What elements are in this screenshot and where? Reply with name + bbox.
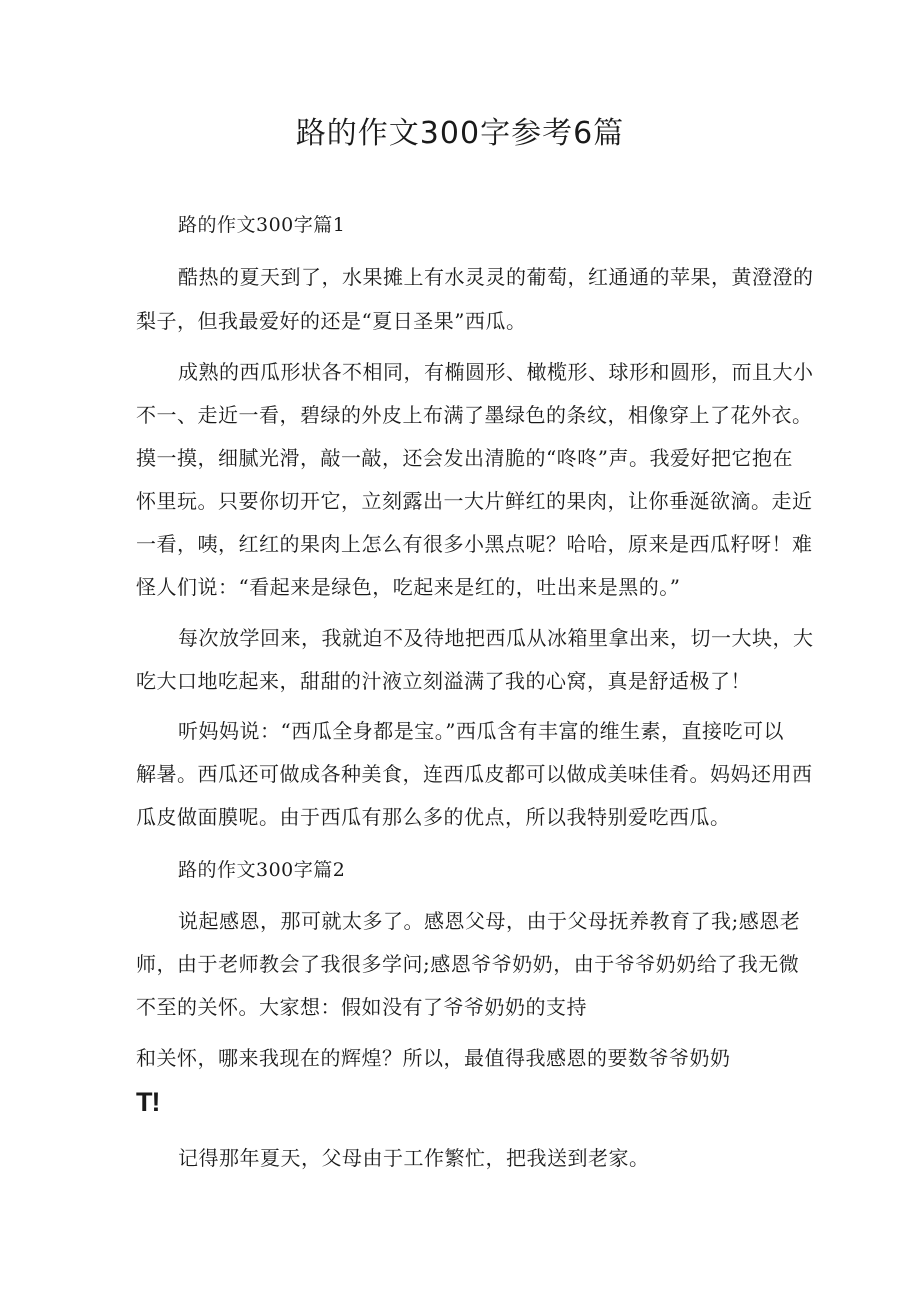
page-title: 路的作文300字参考6篇 [295,116,625,151]
paragraph-line: 师，由于老师教会了我很多学问;感恩爷爷奶奶，由于爷爷奶奶给了我无微 [136,952,800,976]
paragraph-line: 说起感恩，那可就太多了。感恩父母，由于父母抚养教育了我;感恩老 [178,909,801,933]
section-heading-1: 路的作文300字篇1 [178,214,346,236]
paragraph-line: 成熟的西瓜形状各不相同，有椭圆形、橄榄形、球形和圆形，而且大小 [178,360,814,384]
paragraph-line: 吃大口地吃起来，甜甜的汁液立刻溢满了我的心窝，真是舒适极了！ [136,669,751,693]
section-heading-2: 路的作文300字篇2 [178,859,346,881]
paragraph-line: 怪人们说：“看起来是绿色，吃起来是红的，吐出来是黑的。” [136,575,681,599]
paragraph-line: 瓜皮做面膜呢。由于西瓜有那么多的优点，所以我特别爱吃西瓜。 [136,805,731,829]
paragraph-line: 梨子，但我最爱好的还是“夏日圣果”西瓜。 [136,309,527,333]
paragraph-line: 听妈妈说：“西瓜全身都是宝。”西瓜含有丰富的维生素，直接吃可以 [178,719,784,743]
paragraph-line: 怀里玩。只要你切开它，立刻露出一大片鲜红的果肉，让你垂涎欲滴。走近 [136,489,813,513]
paragraph-line: 记得那年夏天，父母由于工作繁忙，把我送到老家。 [178,1146,650,1170]
paragraph-line: 摸一摸，细腻光滑，敲一敲，还会发出清脆的“咚咚”声。我爱好把它抱在 [136,446,793,470]
paragraph-line: 一看，咦，红红的果肉上怎么有很多小黑点呢？哈哈，原来是西瓜籽呀！难 [136,532,813,556]
paragraph-line: 和关怀，哪来我现在的辉煌？所以，最值得我感恩的要数爷爷奶奶 [136,1046,731,1070]
paragraph-line: 酷热的夏天到了，水果摊上有水灵灵的葡萄，红通通的苹果，黄澄澄的 [178,265,814,289]
artifact-text: T! [136,1087,160,1117]
paragraph-line: 解暑。西瓜还可做成各种美食，连西瓜皮都可以做成美味佳肴。妈妈还用西 [136,762,813,786]
paragraph-line: 每次放学回来，我就迫不及待地把西瓜从冰箱里拿出来，切一大块，大 [178,626,814,650]
paragraph-line: 不一、走近一看，碧绿的外皮上布满了墨绿色的条纹，相像穿上了花外衣。 [136,403,813,427]
paragraph-line: 不至的关怀。大家想：假如没有了爷爷奶奶的支持 [136,995,587,1019]
